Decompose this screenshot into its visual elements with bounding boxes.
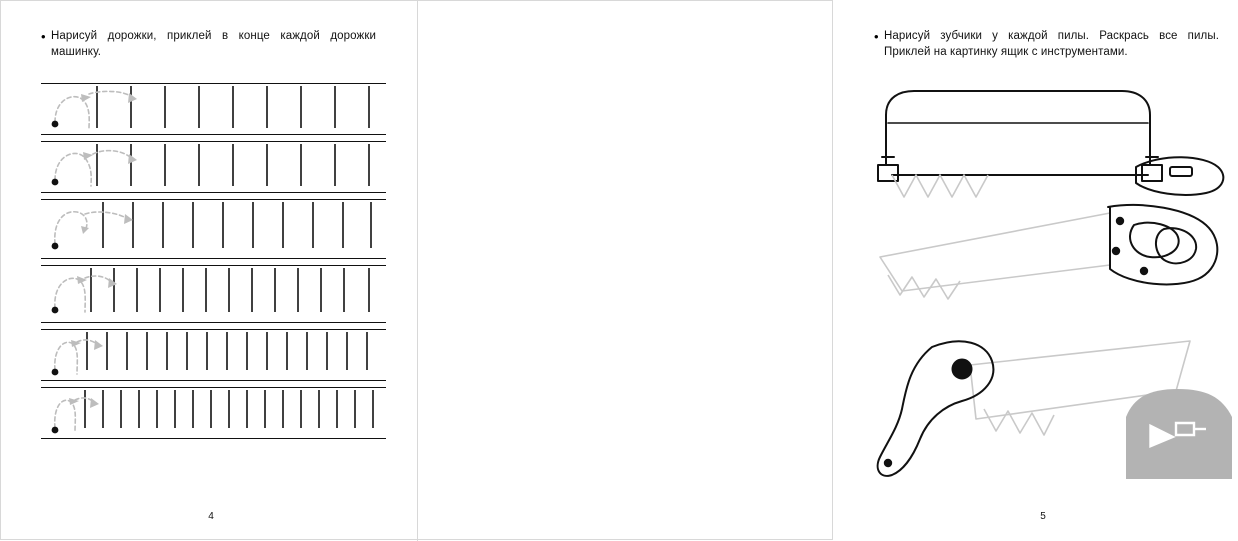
strip-3-art (41, 200, 386, 257)
right-page-number: 5 (1040, 511, 1046, 522)
start-dot (52, 307, 59, 314)
tracing-strip-3 (41, 199, 386, 259)
bow-saw-illustration (878, 91, 1223, 197)
strip-5-art (41, 330, 386, 379)
right-page (418, 1, 1219, 541)
tracing-strip-1 (41, 83, 386, 135)
saw-illustrations (858, 79, 1238, 499)
tracing-strips (41, 83, 386, 445)
start-dot (52, 243, 59, 250)
strip-6-art (41, 388, 386, 437)
toolbox-silhouette (1126, 389, 1232, 479)
left-task-text: Нарисуй дорожки, приклей в конце каждой дорожки машинку. (51, 30, 376, 58)
hand-saw-panel-illustration (880, 205, 1217, 299)
tracing-strip-4 (41, 265, 386, 323)
tracing-strip-2 (41, 141, 386, 193)
strip-1-art (41, 84, 386, 133)
start-dot (52, 179, 59, 186)
right-task (874, 29, 1229, 60)
start-dot (52, 121, 59, 128)
tracing-strip-6 (41, 387, 386, 439)
right-task-text: Нарисуй зубчики у каждой пилы. Раскрась все пилы. Приклей на картинку ящик с инструментами. (884, 30, 1219, 58)
left-task (41, 29, 386, 60)
strip-2-art (41, 142, 386, 191)
tracing-strip-5 (41, 329, 386, 381)
bullet-icon: • (874, 29, 879, 44)
start-dot (52, 427, 59, 434)
left-page-number: 4 (208, 511, 214, 522)
start-dot (52, 369, 59, 376)
left-page (1, 1, 417, 541)
bullet-icon: • (41, 29, 46, 44)
strip-4-art (41, 266, 386, 321)
